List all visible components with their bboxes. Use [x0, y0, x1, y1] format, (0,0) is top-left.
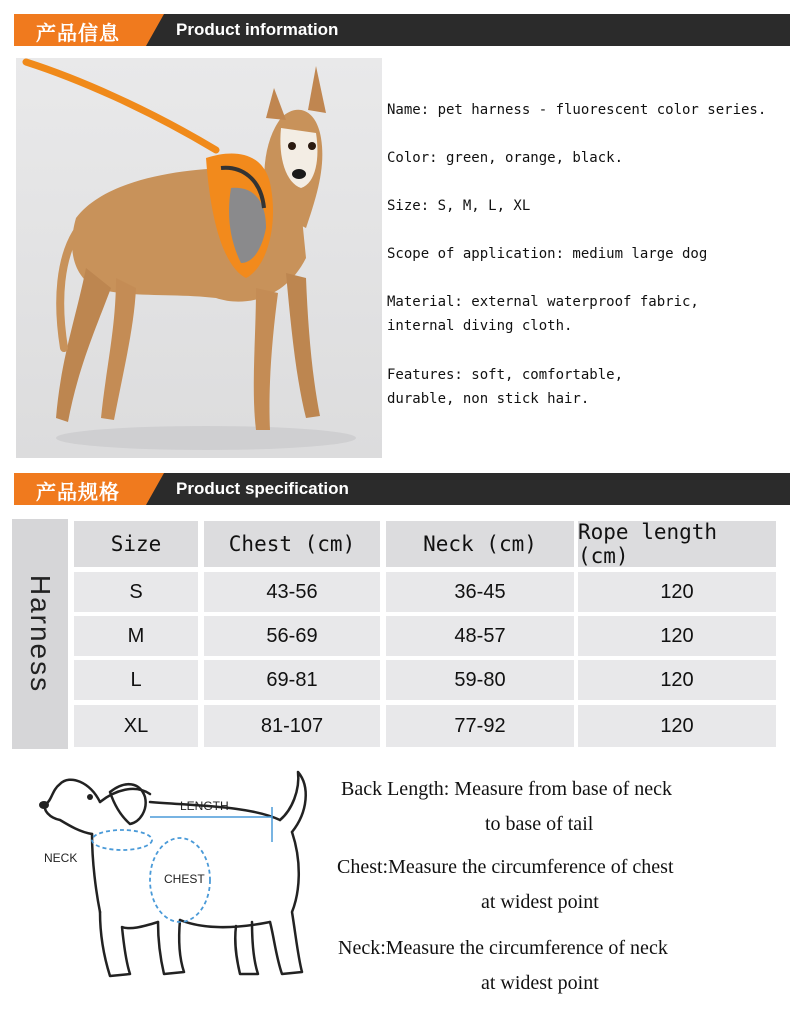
back-length-text-2: to base of tail: [485, 813, 594, 835]
table-cell: S: [74, 572, 198, 612]
info-material-2: internal diving cloth.: [387, 318, 573, 334]
table-cell: 120: [578, 616, 776, 656]
product-photo: [16, 58, 382, 458]
table-cell: 48-57: [386, 616, 574, 656]
product-info-bar: [14, 14, 790, 46]
table-cell: 120: [578, 705, 776, 747]
neck-text-1: Neck:Measure the circumference of neck: [338, 937, 668, 959]
harness-label: Harness: [25, 574, 56, 694]
table-cell: 59-80: [386, 660, 574, 700]
table-cell: 56-69: [204, 616, 380, 656]
info-name: Name: pet harness - fluorescent color series.: [387, 102, 767, 118]
neck-label: NECK: [44, 851, 78, 865]
info-material-1: Material: external waterproof fabric,: [387, 294, 699, 310]
dog-outline-icon: [30, 762, 330, 992]
table-cell: XL: [74, 705, 198, 747]
size-spec-table: [12, 519, 778, 749]
table-cell: 81-107: [204, 705, 380, 747]
header-size: Size: [74, 521, 198, 567]
chest-label: CHEST: [164, 872, 205, 886]
info-color: Color: green, orange, black.: [387, 150, 624, 166]
harness-side-column: [12, 519, 68, 749]
section-title-en: Product information: [176, 20, 339, 39]
neck-text-2: at widest point: [481, 972, 599, 994]
back-length-text-1: Back Length: Measure from base of neck: [341, 778, 672, 800]
info-features-1: Features: soft, comfortable,: [387, 367, 624, 383]
chest-text-1: Chest:Measure the circumference of chest: [337, 856, 674, 878]
header-neck: Neck (cm): [386, 521, 574, 567]
info-scope: Scope of application: medium large dog: [387, 246, 708, 262]
product-spec-bar: [14, 473, 790, 505]
section-title-en: Product specification: [176, 479, 349, 498]
header-chest: Chest (cm): [204, 521, 380, 567]
length-label: LENGTH: [180, 799, 229, 813]
section-title-cn: 产品规格: [36, 480, 120, 504]
table-cell: L: [74, 660, 198, 700]
table-cell: 36-45: [386, 572, 574, 612]
section-title-cn: 产品信息: [36, 21, 120, 45]
info-size: Size: S, M, L, XL: [387, 198, 531, 214]
info-features-2: durable, non stick hair.: [387, 391, 590, 407]
header-rope-length: Rope length (cm): [578, 521, 776, 567]
measurement-diagram: [30, 762, 330, 992]
table-cell: 77-92: [386, 705, 574, 747]
table-cell: 120: [578, 660, 776, 700]
table-cell: M: [74, 616, 198, 656]
table-cell: 69-81: [204, 660, 380, 700]
dog-harness-illustration: [16, 58, 382, 458]
table-cell: 43-56: [204, 572, 380, 612]
chest-text-2: at widest point: [481, 891, 599, 913]
table-cell: 120: [578, 572, 776, 612]
